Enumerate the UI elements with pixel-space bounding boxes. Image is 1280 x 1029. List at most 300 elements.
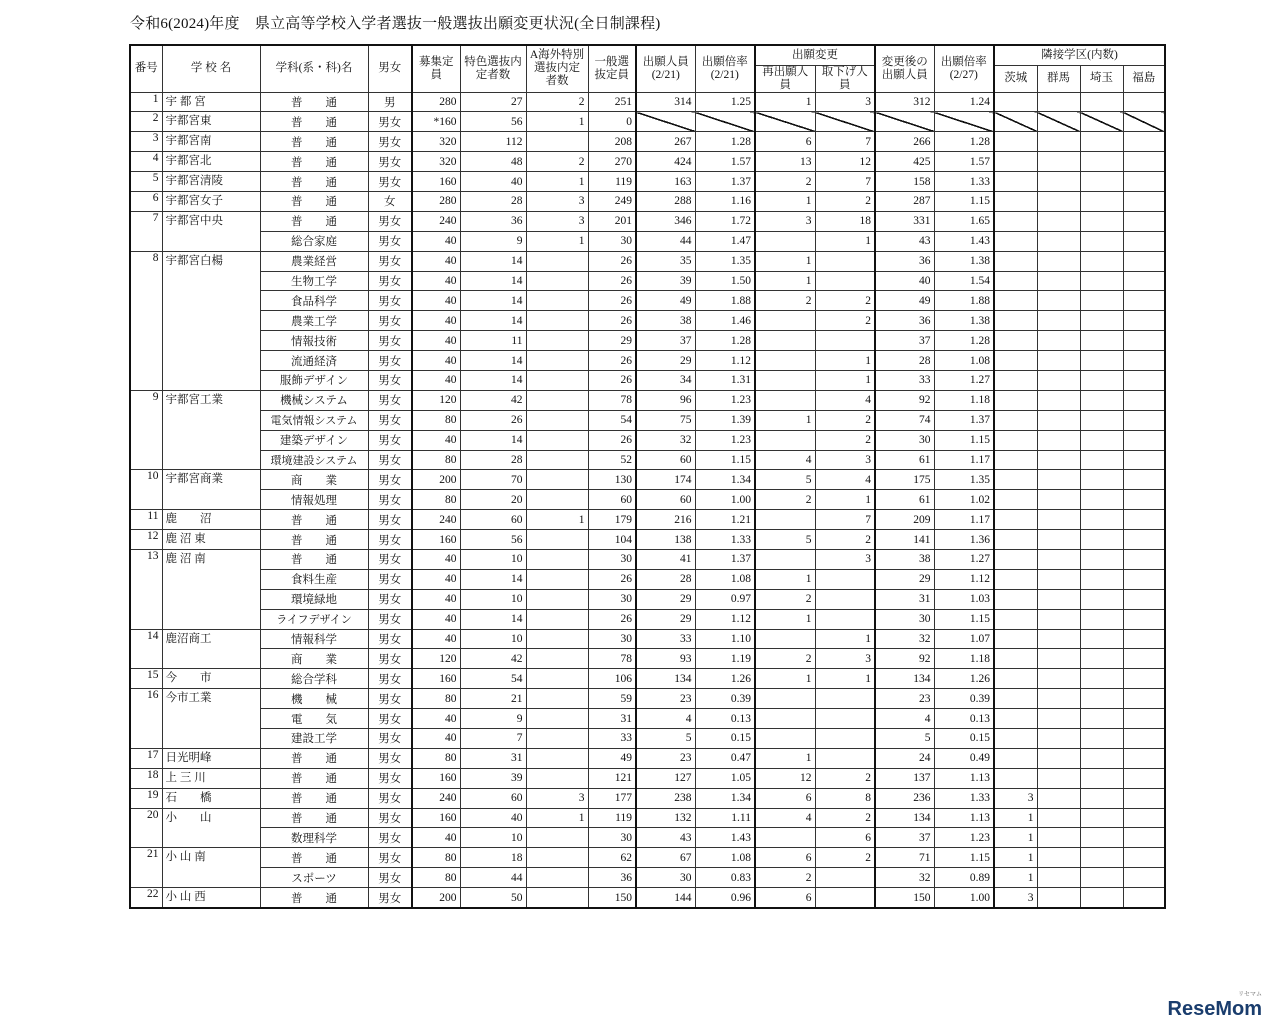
cell-gunma — [1037, 450, 1080, 470]
cell-gunma — [1037, 669, 1080, 689]
cell-capacity: 80 — [412, 848, 460, 868]
cell-saitama — [1080, 450, 1123, 470]
cell-kaigai: 1 — [526, 510, 588, 530]
cell-school-name: 今 市 — [162, 669, 260, 689]
cell-reapply — [755, 729, 815, 749]
cell-ratio: 1.23 — [695, 390, 755, 410]
cell-capacity: 40 — [412, 291, 460, 311]
cell-kaigai — [526, 251, 588, 271]
cell-capacity: 120 — [412, 649, 460, 669]
cell-fukushima — [1123, 490, 1165, 510]
cell-fukushima — [1123, 351, 1165, 371]
cell-withdraw: 2 — [815, 530, 875, 550]
cell-ibaraki — [994, 768, 1037, 788]
cell-applicants: 174 — [636, 470, 695, 490]
cell-ratio-after: 1.17 — [934, 450, 994, 470]
cell-applicants: 49 — [636, 291, 695, 311]
cell-gender: 男女 — [368, 370, 412, 390]
cell-subject: 普 通 — [260, 530, 368, 550]
cell-gender: 男女 — [368, 729, 412, 749]
cell-fukushima — [1123, 788, 1165, 808]
cell-school-name: 鹿沼商工 — [162, 629, 260, 669]
cell-tokushoku: 9 — [460, 709, 526, 729]
cell-capacity: 40 — [412, 311, 460, 331]
cell-kaigai: 1 — [526, 808, 588, 828]
cell-tokushoku: 48 — [460, 152, 526, 172]
cell-applicants: 424 — [636, 152, 695, 172]
cell-ratio: 1.26 — [695, 669, 755, 689]
cell-gender: 男女 — [368, 490, 412, 510]
cell-applicants: 93 — [636, 649, 695, 669]
cell-no: 8 — [130, 251, 162, 390]
cell-school-name: 宇都宮商業 — [162, 470, 260, 510]
cell-general: 60 — [588, 490, 636, 510]
cell-no: 11 — [130, 510, 162, 530]
cell-ratio-after: 1.23 — [934, 828, 994, 848]
cell-fukushima — [1123, 888, 1165, 908]
table-row — [130, 450, 1165, 470]
cell-ibaraki: 3 — [994, 888, 1037, 908]
cell-fukushima — [1123, 569, 1165, 589]
cell-gender: 男女 — [368, 609, 412, 629]
cell-general: 59 — [588, 689, 636, 709]
cell-capacity: 40 — [412, 370, 460, 390]
cell-tokushoku: 18 — [460, 848, 526, 868]
cell-tokushoku: 10 — [460, 589, 526, 609]
cell-kaigai — [526, 291, 588, 311]
cell-gunma — [1037, 410, 1080, 430]
cell-school-name: 鹿 沼 南 — [162, 549, 260, 629]
cell-reapply: 1 — [755, 669, 815, 689]
cell-ratio: 0.96 — [695, 888, 755, 908]
cell-ibaraki: 3 — [994, 788, 1037, 808]
cell-tokushoku: 44 — [460, 868, 526, 888]
cell-general: 251 — [588, 92, 636, 112]
cell-ratio-after: 0.39 — [934, 689, 994, 709]
cell-gender: 男女 — [368, 450, 412, 470]
cell-reapply: 4 — [755, 450, 815, 470]
table-row — [130, 172, 1165, 192]
cell-ibaraki — [994, 271, 1037, 291]
cell-ratio: 1.12 — [695, 609, 755, 629]
cell-subject: 普 通 — [260, 748, 368, 768]
cell-withdraw: 2 — [815, 430, 875, 450]
cell-saitama — [1080, 729, 1123, 749]
cell-reapply: 13 — [755, 152, 815, 172]
cell-capacity: 40 — [412, 629, 460, 649]
cell-after: 40 — [875, 271, 934, 291]
cell-applicants: 127 — [636, 768, 695, 788]
cell-after: 150 — [875, 888, 934, 908]
cell-ratio: 1.21 — [695, 510, 755, 530]
cell-gunma — [1037, 748, 1080, 768]
cell-ratio: 1.23 — [695, 430, 755, 450]
cell-withdraw — [815, 609, 875, 629]
cell-after: 5 — [875, 729, 934, 749]
cell-saitama — [1080, 649, 1123, 669]
cell-ratio-after: 1.57 — [934, 152, 994, 172]
cell-kaigai: 1 — [526, 231, 588, 251]
cell-subject: 建設工学 — [260, 729, 368, 749]
cell-fukushima — [1123, 748, 1165, 768]
cell-kaigai — [526, 589, 588, 609]
cell-gunma — [1037, 649, 1080, 669]
cell-capacity: 320 — [412, 152, 460, 172]
cell-applicants: 23 — [636, 748, 695, 768]
cell-gender: 男女 — [368, 549, 412, 569]
cell-gunma — [1037, 549, 1080, 569]
cell-kaigai — [526, 450, 588, 470]
cell-withdraw: 2 — [815, 191, 875, 211]
cell-reapply — [755, 370, 815, 390]
cell-capacity: 160 — [412, 669, 460, 689]
cell-subject: 食料生産 — [260, 569, 368, 589]
cell-school-name: 宇都宮工業 — [162, 390, 260, 470]
cell-after: 134 — [875, 669, 934, 689]
cell-general: 104 — [588, 530, 636, 550]
cell-capacity: 320 — [412, 132, 460, 152]
cell-ibaraki: 1 — [994, 808, 1037, 828]
cell-saitama — [1080, 689, 1123, 709]
table-row — [130, 231, 1165, 251]
cell-withdraw: 1 — [815, 629, 875, 649]
cell-after: 74 — [875, 410, 934, 430]
header-after: 変更後の出願人員 — [875, 45, 934, 92]
header-gunma: 群馬 — [1037, 65, 1080, 92]
cell-subject: 数理科学 — [260, 828, 368, 848]
cell-kaigai — [526, 430, 588, 450]
cell-kaigai — [526, 351, 588, 371]
cell-subject: 普 通 — [260, 191, 368, 211]
cell-gender: 男女 — [368, 211, 412, 231]
cell-kaigai — [526, 132, 588, 152]
cell-school-name: 宇都宮北 — [162, 152, 260, 172]
cell-ibaraki — [994, 251, 1037, 271]
cell-gender: 男女 — [368, 669, 412, 689]
cell-after: 4 — [875, 709, 934, 729]
cell-reapply — [755, 311, 815, 331]
cell-school-name: 石 橋 — [162, 788, 260, 808]
cell-ibaraki — [994, 410, 1037, 430]
cell-general: 52 — [588, 450, 636, 470]
cell-capacity: 160 — [412, 768, 460, 788]
cell-ratio-after: 0.13 — [934, 709, 994, 729]
cell-applicants: 23 — [636, 689, 695, 709]
cell-fukushima — [1123, 410, 1165, 430]
cell-gunma — [1037, 430, 1080, 450]
cell-gunma — [1037, 191, 1080, 211]
cell-saitama — [1080, 172, 1123, 192]
cell-reapply: 3 — [755, 211, 815, 231]
cell-no: 10 — [130, 470, 162, 510]
cell-general: 30 — [588, 549, 636, 569]
cell-reapply — [755, 510, 815, 530]
cell-kaigai — [526, 331, 588, 351]
cell-capacity: 160 — [412, 530, 460, 550]
cell-ratio: 1.08 — [695, 569, 755, 589]
cell-school-name: 日光明峰 — [162, 748, 260, 768]
cell-withdraw: 18 — [815, 211, 875, 231]
cell-gunma — [1037, 251, 1080, 271]
cell-saitama — [1080, 470, 1123, 490]
cell-reapply: 6 — [755, 848, 815, 868]
cell-applicants: 34 — [636, 370, 695, 390]
cell-gunma — [1037, 331, 1080, 351]
cell-ratio: 0.47 — [695, 748, 755, 768]
cell-fukushima — [1123, 291, 1165, 311]
page-title: 令和6(2024)年度 県立高等学校入学者選抜一般選抜出願変更状況(全日制課程) — [130, 16, 661, 32]
table-row — [130, 132, 1165, 152]
table-row — [130, 370, 1165, 390]
cell-general: 130 — [588, 470, 636, 490]
cell-withdraw — [815, 709, 875, 729]
cell-withdraw — [815, 589, 875, 609]
cell-after: 49 — [875, 291, 934, 311]
cell-ibaraki — [994, 589, 1037, 609]
cell-general: 119 — [588, 808, 636, 828]
cell-capacity: 280 — [412, 191, 460, 211]
cell-tokushoku: 36 — [460, 211, 526, 231]
cell-withdraw — [815, 729, 875, 749]
cell-ratio: 1.19 — [695, 649, 755, 669]
cell-fukushima — [1123, 649, 1165, 669]
header-reapply: 再出願人員 — [755, 65, 815, 92]
cell-saitama — [1080, 629, 1123, 649]
cell-gunma — [1037, 589, 1080, 609]
cell-no: 13 — [130, 549, 162, 629]
cell-fukushima — [1123, 390, 1165, 410]
cell-reapply: 2 — [755, 291, 815, 311]
cell-gunma — [1037, 629, 1080, 649]
cell-ratio: 1.15 — [695, 450, 755, 470]
cell-after: 134 — [875, 808, 934, 828]
header-capacity: 募集定員 — [412, 45, 460, 92]
cell-school-name: 鹿 沼 東 — [162, 530, 260, 550]
cell-fukushima — [1123, 530, 1165, 550]
cell-ratio-after — [934, 112, 994, 132]
cell-general: 26 — [588, 370, 636, 390]
cell-subject: 環境緑地 — [260, 589, 368, 609]
cell-applicants: 29 — [636, 609, 695, 629]
cell-general: 30 — [588, 589, 636, 609]
cell-ibaraki — [994, 450, 1037, 470]
cell-capacity: 40 — [412, 549, 460, 569]
cell-ibaraki — [994, 430, 1037, 450]
cell-withdraw — [815, 868, 875, 888]
cell-ratio: 1.39 — [695, 410, 755, 430]
table-row — [130, 211, 1165, 231]
cell-applicants: 163 — [636, 172, 695, 192]
cell-subject: 普 通 — [260, 768, 368, 788]
cell-capacity: 80 — [412, 410, 460, 430]
table-row — [130, 768, 1165, 788]
table-row — [130, 311, 1165, 331]
table-row — [130, 390, 1165, 410]
cell-after: 38 — [875, 549, 934, 569]
cell-capacity: 80 — [412, 868, 460, 888]
cell-saitama — [1080, 370, 1123, 390]
cell-after: 209 — [875, 510, 934, 530]
cell-withdraw — [815, 331, 875, 351]
cell-ratio-after: 1.24 — [934, 92, 994, 112]
cell-fukushima — [1123, 768, 1165, 788]
cell-subject: 普 通 — [260, 808, 368, 828]
cell-after: 287 — [875, 191, 934, 211]
cell-ibaraki: 1 — [994, 868, 1037, 888]
cell-after: 37 — [875, 331, 934, 351]
cell-tokushoku: 10 — [460, 629, 526, 649]
cell-applicants: 28 — [636, 569, 695, 589]
logo-sub: リセマム — [1238, 992, 1262, 998]
cell-withdraw: 7 — [815, 510, 875, 530]
cell-saitama — [1080, 112, 1123, 132]
cell-reapply: 2 — [755, 172, 815, 192]
header-kaigai: A海外特別選抜内定者数 — [526, 45, 588, 92]
cell-kaigai — [526, 470, 588, 490]
cell-ratio: 1.72 — [695, 211, 755, 231]
header-withdraw: 取下げ人員 — [815, 65, 875, 92]
table-row — [130, 669, 1165, 689]
cell-applicants: 29 — [636, 351, 695, 371]
cell-ratio — [695, 112, 755, 132]
cell-after: 28 — [875, 351, 934, 371]
cell-kaigai — [526, 689, 588, 709]
cell-gunma — [1037, 828, 1080, 848]
cell-reapply: 1 — [755, 569, 815, 589]
cell-capacity: 40 — [412, 569, 460, 589]
cell-ratio: 1.12 — [695, 351, 755, 371]
header-applicants: 出願人員(2/21) — [636, 45, 695, 92]
cell-gunma — [1037, 808, 1080, 828]
cell-subject: 電気情報システム — [260, 410, 368, 430]
cell-ratio-after: 1.28 — [934, 132, 994, 152]
cell-fukushima — [1123, 729, 1165, 749]
cell-gender: 男女 — [368, 569, 412, 589]
table-row — [130, 828, 1165, 848]
cell-gunma — [1037, 390, 1080, 410]
cell-gender: 男女 — [368, 808, 412, 828]
cell-fukushima — [1123, 510, 1165, 530]
cell-ibaraki — [994, 370, 1037, 390]
cell-gender: 男女 — [368, 848, 412, 868]
header-ratio-after: 出願倍率(2/27) — [934, 45, 994, 92]
cell-ratio-after: 1.36 — [934, 530, 994, 550]
cell-subject: 普 通 — [260, 112, 368, 132]
cell-applicants: 37 — [636, 331, 695, 351]
cell-ratio: 1.16 — [695, 191, 755, 211]
table-row — [130, 490, 1165, 510]
cell-ratio-after: 1.13 — [934, 808, 994, 828]
cell-school-name: 小 山 — [162, 808, 260, 848]
cell-fukushima — [1123, 311, 1165, 331]
cell-withdraw: 2 — [815, 311, 875, 331]
cell-withdraw: 3 — [815, 450, 875, 470]
cell-ibaraki — [994, 689, 1037, 709]
cell-ratio: 1.50 — [695, 271, 755, 291]
cell-after: 37 — [875, 828, 934, 848]
table-row — [130, 470, 1165, 490]
cell-capacity: 240 — [412, 510, 460, 530]
cell-kaigai — [526, 311, 588, 331]
cell-ibaraki — [994, 152, 1037, 172]
cell-tokushoku: 14 — [460, 370, 526, 390]
cell-kaigai: 1 — [526, 112, 588, 132]
table-row — [130, 549, 1165, 569]
table-row — [130, 868, 1165, 888]
cell-withdraw: 2 — [815, 768, 875, 788]
cell-after: 32 — [875, 868, 934, 888]
cell-no: 17 — [130, 748, 162, 768]
cell-applicants: 138 — [636, 530, 695, 550]
cell-subject: 電 気 — [260, 709, 368, 729]
cell-kaigai — [526, 530, 588, 550]
cell-saitama — [1080, 390, 1123, 410]
cell-withdraw: 4 — [815, 390, 875, 410]
cell-tokushoku: 11 — [460, 331, 526, 351]
cell-tokushoku: 14 — [460, 291, 526, 311]
cell-applicants: 96 — [636, 390, 695, 410]
cell-ibaraki — [994, 92, 1037, 112]
table-row — [130, 410, 1165, 430]
cell-reapply: 2 — [755, 490, 815, 510]
cell-kaigai — [526, 828, 588, 848]
cell-reapply — [755, 351, 815, 371]
cell-kaigai: 3 — [526, 211, 588, 231]
cell-withdraw: 2 — [815, 848, 875, 868]
cell-withdraw: 2 — [815, 291, 875, 311]
cell-ratio-after: 0.49 — [934, 748, 994, 768]
cell-after: 175 — [875, 470, 934, 490]
cell-general: 270 — [588, 152, 636, 172]
cell-ratio-after: 1.08 — [934, 351, 994, 371]
cell-applicants: 267 — [636, 132, 695, 152]
cell-kaigai: 2 — [526, 92, 588, 112]
cell-ibaraki — [994, 470, 1037, 490]
cell-after: 24 — [875, 748, 934, 768]
cell-after: 30 — [875, 609, 934, 629]
cell-gender: 男女 — [368, 828, 412, 848]
cell-ibaraki — [994, 331, 1037, 351]
cell-gender: 男女 — [368, 649, 412, 669]
cell-after: 43 — [875, 231, 934, 251]
application-change-table — [129, 44, 1166, 909]
cell-subject: 普 通 — [260, 549, 368, 569]
cell-after: 31 — [875, 589, 934, 609]
cell-ratio: 1.46 — [695, 311, 755, 331]
cell-applicants: 43 — [636, 828, 695, 848]
cell-school-name: 宇都宮女子 — [162, 191, 260, 211]
cell-capacity: 40 — [412, 729, 460, 749]
cell-ratio-after: 1.00 — [934, 888, 994, 908]
cell-ratio-after: 1.18 — [934, 390, 994, 410]
cell-ibaraki — [994, 729, 1037, 749]
cell-capacity: 40 — [412, 609, 460, 629]
cell-ratio: 0.39 — [695, 689, 755, 709]
cell-fukushima — [1123, 709, 1165, 729]
cell-ibaraki — [994, 390, 1037, 410]
cell-gunma — [1037, 729, 1080, 749]
cell-reapply — [755, 430, 815, 450]
cell-general: 78 — [588, 390, 636, 410]
cell-ratio: 1.08 — [695, 848, 755, 868]
cell-ibaraki — [994, 132, 1037, 152]
cell-school-name: 小 山 南 — [162, 848, 260, 888]
cell-subject: スポーツ — [260, 868, 368, 888]
cell-ratio: 1.34 — [695, 470, 755, 490]
cell-general: 26 — [588, 291, 636, 311]
table-row — [130, 788, 1165, 808]
cell-ratio-after: 0.89 — [934, 868, 994, 888]
